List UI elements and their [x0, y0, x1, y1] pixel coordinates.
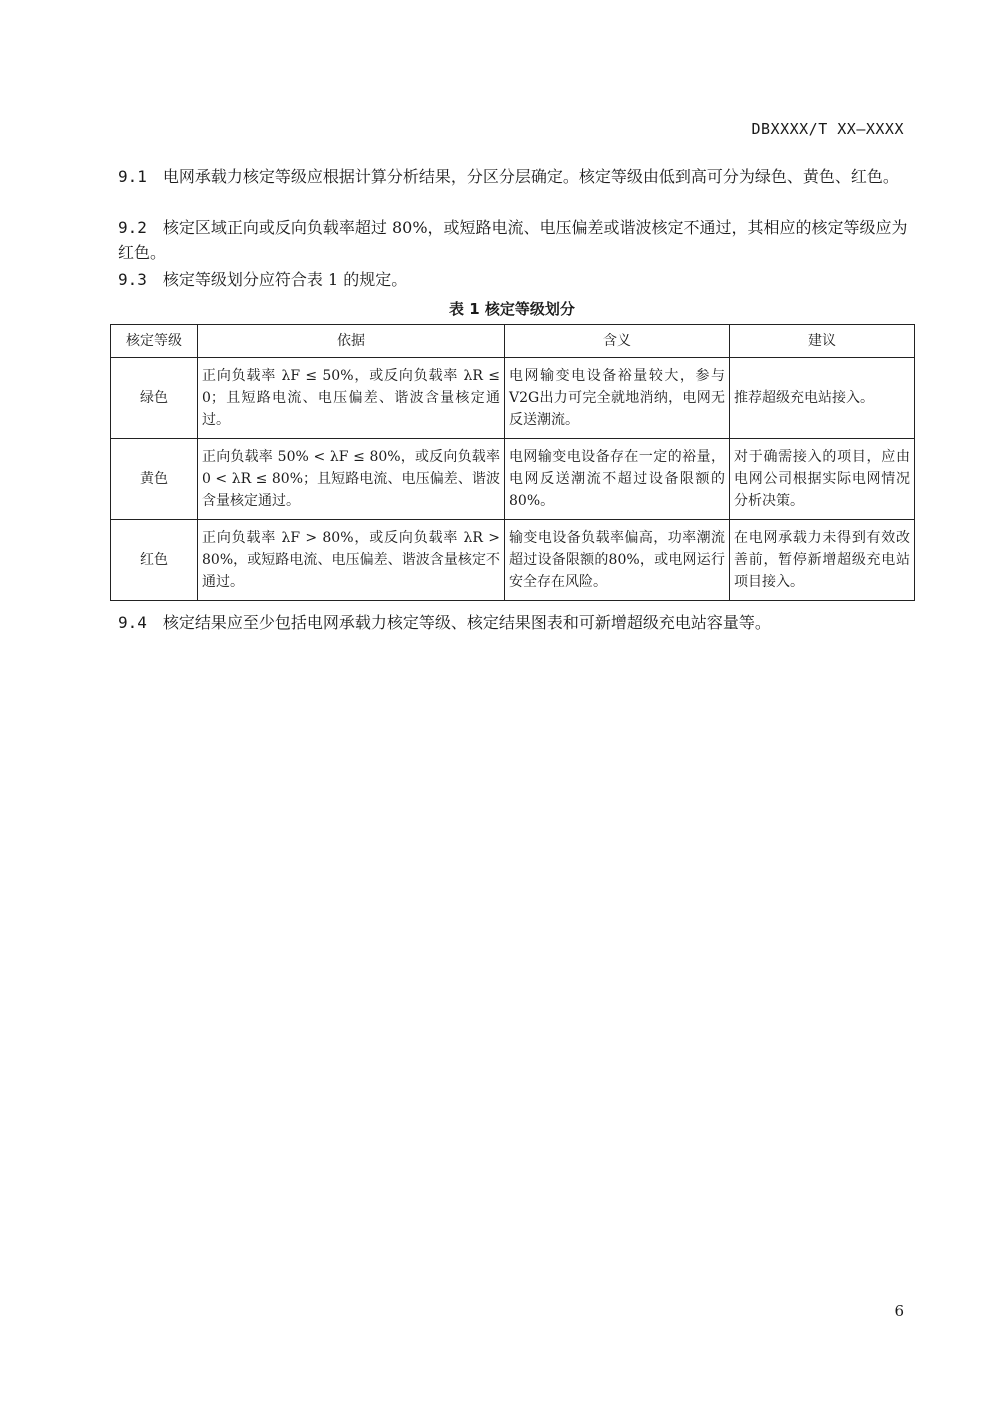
meaning-cell: 电网输变电设备裕量较大，参与V2G出力可完全就地消纳，电网无反送潮流。 [505, 358, 730, 439]
meaning-cell: 电网输变电设备存在一定的裕量，电网反送潮流不超过设备限额的80%。 [505, 439, 730, 520]
header-meaning: 含义 [505, 325, 730, 358]
grade-cell: 绿色 [111, 358, 198, 439]
clause-number: 9.2 [118, 218, 147, 237]
clause-text: 核定区域正向或反向负载率超过 80%，或短路电流、电压偏差或谐波核定不通过，其相应的核定等级应为红色。 [118, 218, 908, 262]
grade-table [110, 324, 915, 601]
table-header-row [111, 325, 915, 358]
header-basis: 依据 [198, 325, 505, 358]
table-row [111, 520, 915, 601]
grade-cell: 黄色 [111, 439, 198, 520]
basis-cell: 正向负载率 50% < λF ≤ 80%，或反向负载率 0 < λR ≤ 80%；且短路电流、电压偏差、谐波含量核定通过。 [198, 439, 505, 520]
basis-cell: 正向负载率 λF ≤ 50%，或反向负载率 λR ≤ 0；且短路电流、电压偏差、谐波含量核定通过。 [198, 358, 505, 439]
clause-text: 核定结果应至少包括电网承载力核定等级、核定结果图表和可新增超级充电站容量等。 [162, 613, 771, 632]
table-row [111, 358, 915, 439]
clause-9-1 [118, 164, 908, 189]
grade-cell: 红色 [111, 520, 198, 601]
header-grade: 核定等级 [111, 325, 198, 358]
clause-number: 9.1 [118, 167, 147, 186]
header-advice: 建议 [730, 325, 915, 358]
advice-cell: 推荐超级充电站接入。 [730, 358, 915, 439]
clause-number: 9.3 [118, 270, 147, 289]
meaning-cell: 输变电设备负载率偏高，功率潮流超过设备限额的80%，或电网运行安全存在风险。 [505, 520, 730, 601]
clause-text: 核定等级划分应符合表 1 的规定。 [162, 270, 408, 289]
document-code: DBXXXX/T XX—XXXX [751, 120, 904, 138]
clause-9-3 [118, 267, 908, 292]
clause-number: 9.4 [118, 613, 147, 632]
clause-9-4 [118, 610, 908, 635]
clause-text: 电网承载力核定等级应根据计算分析结果，分区分层确定。核定等级由低到高可分为绿色、黄色、红色。 [162, 167, 899, 186]
table-title: 表 1 核定等级划分 [449, 300, 575, 318]
advice-cell: 在电网承载力未得到有效改善前，暂停新增超级充电站项目接入。 [730, 520, 915, 601]
table-row [111, 439, 915, 520]
page-number: 6 [894, 1302, 904, 1320]
basis-cell: 正向负载率 λF > 80%，或反向负载率 λR > 80%，或短路电流、电压偏差、谐波含量核定不通过。 [198, 520, 505, 601]
clause-9-2 [118, 215, 908, 265]
advice-cell: 对于确需接入的项目，应由电网公司根据实际电网情况分析决策。 [730, 439, 915, 520]
